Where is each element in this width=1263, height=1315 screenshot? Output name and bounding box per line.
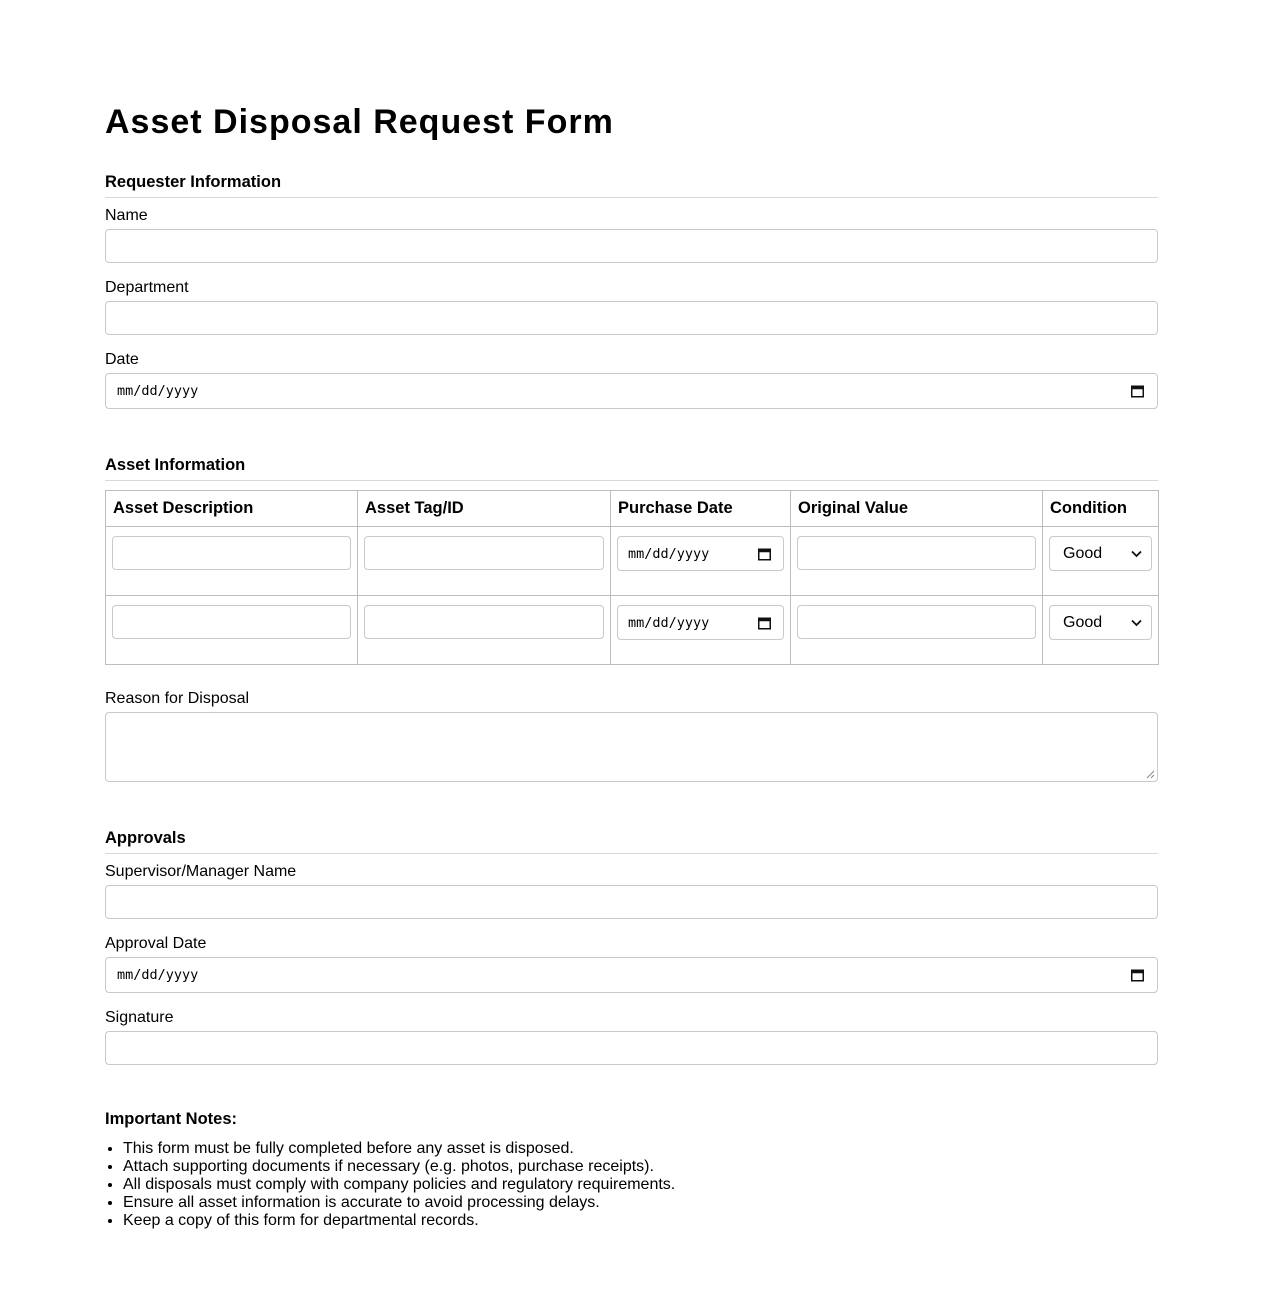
purchase-date-placeholder: mm/dd/yyyy <box>628 614 710 631</box>
supervisor-label: Supervisor/Manager Name <box>105 863 297 880</box>
condition-value: Good <box>1063 544 1103 562</box>
reason-textarea[interactable] <box>105 712 1158 782</box>
department-input[interactable] <box>105 301 1158 335</box>
asset-tag-input[interactable] <box>364 536 604 570</box>
list-item: • All disposals must comply with company policies and regulatory requirements. <box>123 1176 675 1194</box>
list-item: • Keep a copy of this form for departmental records. <box>123 1212 675 1230</box>
section-title-requester: Requester Information <box>105 173 1158 198</box>
original-value-input[interactable] <box>797 605 1036 639</box>
table-cell <box>358 596 611 665</box>
asset-tag-input[interactable] <box>364 605 604 639</box>
list-item: • Attach supporting documents if necessary (e.g. photos, purchase receipts). <box>123 1158 675 1176</box>
column-header-purchase-date: Purchase Date <box>611 491 791 527</box>
column-header-asset-description: Asset Description <box>106 491 358 527</box>
approval-date-label: Approval Date <box>105 935 207 952</box>
purchase-date-input[interactable] <box>617 605 784 640</box>
chevron-down-icon <box>1131 619 1142 627</box>
page-title: Asset Disposal Request Form <box>105 103 614 141</box>
signature-label: Signature <box>105 1009 174 1026</box>
list-item: • Ensure all asset information is accurate to avoid processing delays. <box>123 1194 675 1212</box>
asset-description-input[interactable] <box>112 536 351 570</box>
table-row <box>106 527 1159 596</box>
approval-date-placeholder: mm/dd/yyyy <box>117 967 199 983</box>
resize-grip-icon[interactable] <box>1146 770 1155 779</box>
condition-value: Good <box>1063 613 1103 631</box>
name-label: Name <box>105 207 148 224</box>
table-cell <box>1043 527 1159 596</box>
date-input[interactable] <box>105 373 1158 409</box>
calendar-icon[interactable] <box>758 547 771 560</box>
supervisor-input[interactable] <box>105 885 1158 919</box>
name-input[interactable] <box>105 229 1158 263</box>
date-placeholder: mm/dd/yyyy <box>117 383 199 399</box>
calendar-icon[interactable] <box>758 616 771 629</box>
table-cell <box>358 527 611 596</box>
purchase-date-placeholder: mm/dd/yyyy <box>628 545 710 562</box>
table-header-row <box>106 491 1159 527</box>
notes-list <box>105 1140 675 1230</box>
department-label: Department <box>105 279 189 296</box>
table-cell <box>106 596 358 665</box>
chevron-down-icon <box>1131 550 1142 558</box>
column-header-asset-tag: Asset Tag/ID <box>358 491 611 527</box>
section-title-asset: Asset Information <box>105 456 1158 481</box>
condition-select[interactable] <box>1049 536 1152 571</box>
date-label: Date <box>105 351 139 368</box>
calendar-icon[interactable] <box>1131 385 1144 398</box>
original-value-input[interactable] <box>797 536 1036 570</box>
condition-select[interactable] <box>1049 605 1152 640</box>
table-row <box>106 596 1159 665</box>
column-header-condition: Condition <box>1043 491 1159 527</box>
purchase-date-input[interactable] <box>617 536 784 571</box>
calendar-icon[interactable] <box>1131 969 1144 982</box>
signature-input[interactable] <box>105 1031 1158 1065</box>
table-cell <box>791 527 1043 596</box>
section-title-approvals: Approvals <box>105 829 1158 854</box>
notes-title: Important Notes: <box>105 1110 237 1128</box>
table-cell <box>611 596 791 665</box>
list-item: • This form must be fully completed before any asset is disposed. <box>123 1140 675 1158</box>
reason-label: Reason for Disposal <box>105 690 250 707</box>
table-cell <box>611 527 791 596</box>
approval-date-input[interactable] <box>105 957 1158 993</box>
column-header-original-value: Original Value <box>791 491 1043 527</box>
table-cell <box>106 527 358 596</box>
asset-description-input[interactable] <box>112 605 351 639</box>
table-cell <box>1043 596 1159 665</box>
table-cell <box>791 596 1043 665</box>
asset-table <box>105 490 1159 665</box>
